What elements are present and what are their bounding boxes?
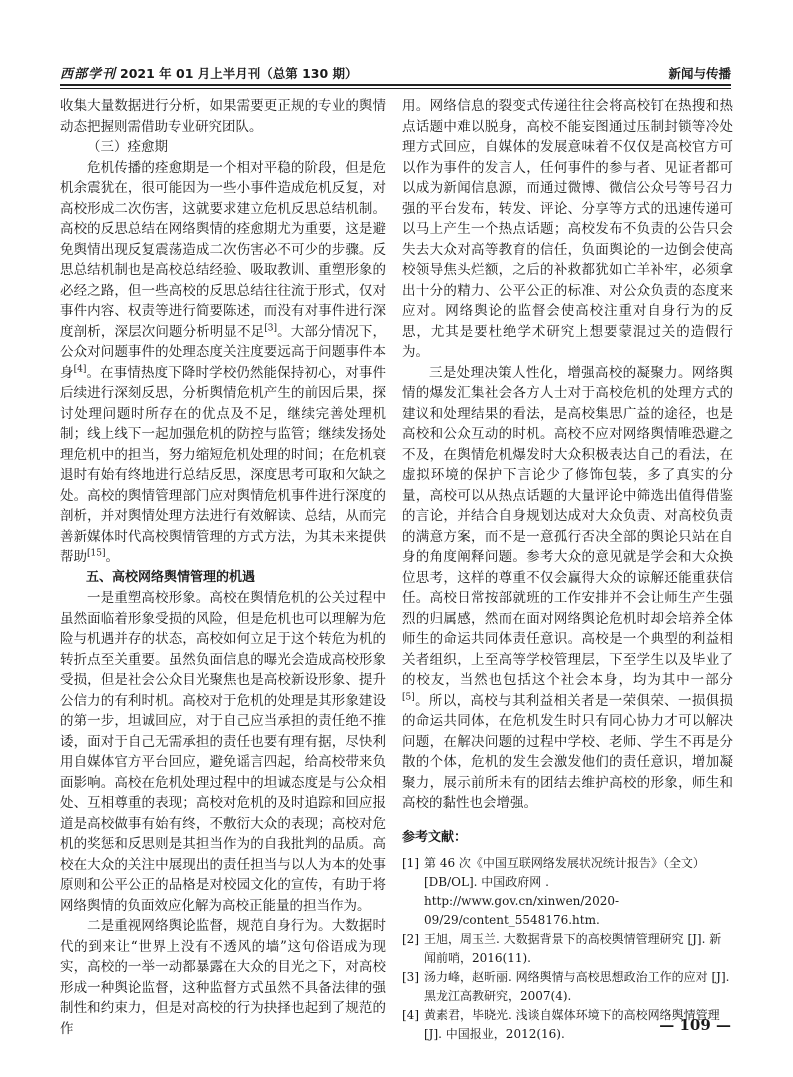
reference-item: [3] 汤力峰，赵昕丽. 网络舆情与高校思想政治工作的应对 [J]. 黑龙江高教研究，2007(4).	[402, 970, 730, 1003]
paragraph: 用。网络信息的裂变式传递往往会将高校钉在热搜和热点话题中难以脱身，高校不能妄图通过压制封锁等冷处理方式回应，自媒体的发展意味着不仅仅是高校官方可以作为事件的发言人，任何事件的参与者、见证者都可以成为新闻信息源，而通过微博、微信公众号等号召力强的平台发布，转发、评论、分享等方式的迅速传递可以马上产生一个热点话题；高校发布不负责的公告只会失去大众对高等教育的信任，负面舆论的一边倒会使高校领导焦头烂额，之后的补救都犹如亡羊补牢，必须拿出十分的精力、公平公正的标准、对公众负责的态度来应对。网络舆论的监督会使高校注重对自身行为的反思，尤其是要杜绝学术研究上想要蒙混过关的造假行为。	[402, 98, 733, 360]
paragraph: 三是处理决策人性化，增强高校的凝聚力。网络舆情的爆发汇集社会各方人士对于高校危机的处理方式的建议和处理结果的看法，是高校集思广益的途径，也是高校和公众互动的时机。高校不应对网络舆情唯恐避之不及，在舆情危机爆发时大众积极表达自己的看法，在虚拟环境的保护下言论少了修饰包装，多了真实的分量，高校可以从热点话题的大量评论中筛选出值得借鉴的言论，并结合自身规划达成对大众负责、对高校负责的满意方案，而不是一意孤行否决全部的舆论只站在自身的角度阐释问题。参考大众的意见就是学会和大众换位思考，这样的尊重不仅会赢得大众的谅解还能重获信任。高校日常按部就班的工作安排并不会让师生产生强烈的归属感，然而在面对网络舆论危机时却会培养全体师生的命运共同体责任意识。高校是一个典型的利益相关者组织，上至高等学校管理层，下至学生以及毕业了的校友，当然也包括这个社会本身，均为其中一部分[5]。所以，高校与其利益相关者是一荣俱荣、一损俱损的命运共同体，在危机发生时只有同心协力才可以解决问题，在解决问题的过程中学校、老师、学生不再是分散的个体，危机的发生会激发他们的责任意识，增加凝聚力，展示前所未有的团结去维护高校的形象，师生和高校的黏性也会增强。	[402, 364, 733, 811]
page-number: — 109 —	[659, 1016, 731, 1034]
citation: [15]	[87, 548, 106, 559]
reference-item: [1] 第 46 次《中国互联网络发展状况统计报告》（全文）[DB/OL]. 中国政府网 . http://www.gov.cn/xinwen/2020-09/29/content_5548176.htm.	[402, 856, 705, 927]
paragraph: 危机传播的痊愈期是一个相对平稳的阶段，但是危机余震犹在，很可能因为一些小事件造成危机反复，对高校形成二次伤害，这就要求建立危机反思总结机制。高校的反思总结在网络舆情的痊愈期尤为重要，这是避免舆情出现反复震荡造成二次伤害必不可少的步骤。反思总结机制也是高校总结经验、吸取教训、重塑形象的必经之路，但一些高校的反思总结往往流于形式，仅对事件内容、权责等进行简要陈述，而没有对事件进行深度剖析，深层次问题分析明显不足[3]。大部分情况下，公众对问题事件的处理态度关注度要远高于问题事件本身[4]。在事情热度下降时学校仍然能保持初心，对事件后续进行深刻反思，分析舆情危机产生的前因后果，探讨处理问题时所存在的优点及不足，继续完善处理机制；线上线下一起加强危机的防控与监管；继续发扬处理危机中的担当，努力缩短危机处理的时间；在危机衰退时有始有终地进行总结反思，深度思考可取和欠缺之处。高校的舆情管理部门应对舆情危机事件进行深度的剖析，并对舆情处理方法进行有效解读、总结，从而完善新媒体时代高校舆情管理的方式方法，为其未来提供帮助[15]。	[60, 159, 387, 565]
references-heading: 参考文献：	[402, 829, 468, 845]
citation: [4]	[73, 364, 87, 374]
section-heading: 五、高校网络舆情管理的机遇	[86, 569, 256, 585]
reference-item: [2] 王旭，周玉兰. 大数据背景下的高校舆情管理研究 [J]. 新闻前哨，2016(11).	[402, 932, 722, 965]
citation: [3]	[264, 323, 278, 333]
citation: [5]	[402, 692, 415, 702]
paragraph: 二是重视网络舆论监督，规范自身行为。大数据时代的到来让“世界上没有不透风的墙”这句俗语成为现实，高校的一举一动都暴露在大众的目光之下，对高校形成一种舆论监督，这种监督方式虽然不具备法律的强制性和约束力，但是对高校的行为抉择也起到了规范的作	[60, 918, 386, 1037]
page-header	[60, 60, 731, 82]
paragraph: 收集大量数据进行分析，如果需要更正规的专业的舆情动态把握则需借助专业研究团队。	[60, 98, 386, 135]
journal-logo: 西部学刊	[60, 67, 117, 82]
header-rule-thick	[60, 84, 731, 86]
issue-info: 2021 年 01 月上半月刊（总第 130 期）	[120, 66, 358, 81]
subsection-heading: （三）痊愈期	[87, 139, 168, 155]
left-column	[60, 96, 386, 1039]
header-left	[60, 63, 358, 82]
paragraph: 一是重塑高校形象。高校在舆情危机的公关过程中虽然面临着形象受损的风险，但是危机也可以理解为危险与机遇并存的状态，高校如何立足于这个转危为机的转折点至关重要。虽然负面信息的曝光会造成高校形象受损，但是社会公众目光聚焦也是高校新设形象、提升公信力的有利时机。高校对于危机的处理是其形象建设的第一步，坦诚回应，对于自己应当承担的责任绝不推诿，面对于自己无需承担的责任也要有理有据，尽快利用自媒体官方平台回应，避免谣言四起，给高校带来负面影响。高校在危机处理过程中的坦诚态度是与公众相处、互相尊重的表现；高校对危机的及时追踪和回应报道是高校做事有始有终，不敷衍大众的表现；高校对危机的奖惩和反思则是其担当作为的自我批判的品质。高校在大众的关注中展现出的责任担当与以人为本的处事原则和公平公正的品格是对校园文化的宣传，有助于将网络舆情的负面效应化解为高校正能量的担当作为。	[60, 590, 386, 914]
section-name: 新闻与传播	[668, 66, 731, 81]
right-column	[402, 96, 733, 1044]
reference-item: [4] 黄素君，毕晓光. 浅谈自媒体环境下的高校网络舆情管理 [J]. 中国报业，2012(16).	[402, 1008, 720, 1041]
header-rule-thin	[60, 88, 731, 89]
